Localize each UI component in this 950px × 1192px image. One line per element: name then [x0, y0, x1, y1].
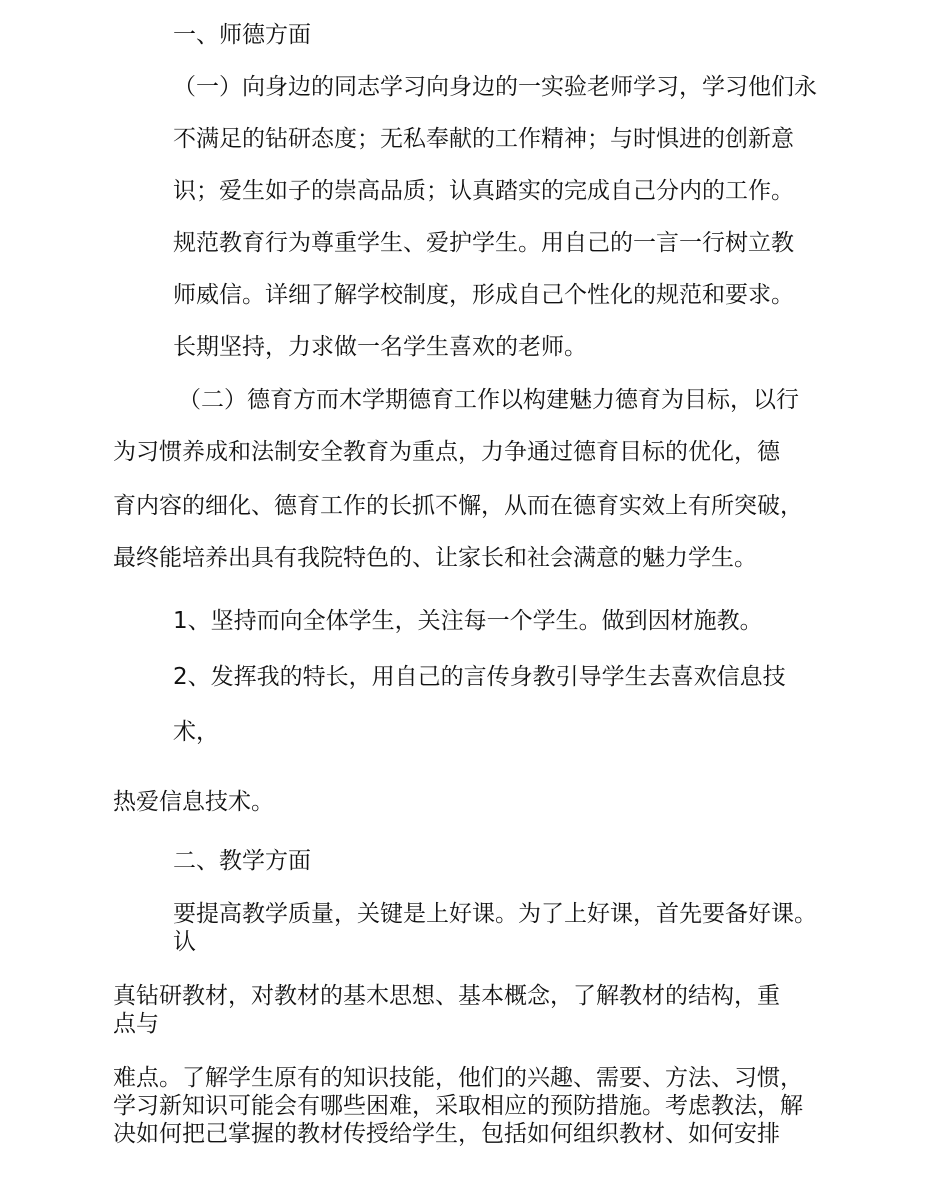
paragraph-line: 师威信。详细了解学校制度，形成自己个性化的规范和要求。: [173, 282, 794, 308]
paragraph-line: 真钻研教材，对教材的基木思想、基本概念，了解教材的结构，重: [113, 983, 780, 1009]
list-item-continuation: 热爱信息技术。: [113, 789, 274, 815]
paragraph-line: 难点。了解学生原有的知识技能，他们的兴趣、需要、方法、习惯，: [113, 1065, 803, 1091]
section-heading-teaching: 二、教学方面: [173, 848, 311, 874]
paragraph-line: 识；爱生如子的崇高品质；认真踏实的完成自己分内的工作。: [173, 178, 794, 204]
list-item: 1、坚持而向全体学生，关注每一个学生。做到因材施教。: [173, 608, 763, 634]
paragraph-line: （二）德育方而木学期德育工作以构建魅力德育为目标，以行: [178, 387, 799, 413]
paragraph-line: 点与: [113, 1011, 159, 1037]
paragraph-line: 最终能培养出具有我院特色的、让家长和社会满意的魅力学生。: [113, 545, 757, 571]
paragraph-line: 不满足的钻研态度；无私奉献的工作精神；与时惧进的创新意: [173, 126, 794, 152]
section-heading-ethics: 一、师德方面: [173, 22, 311, 48]
paragraph-line: 育内容的细化、德育工作的长抓不懈，从而在德育实效上有所突破，: [113, 493, 803, 519]
paragraph-line: （一）向身边的同志学习向身边的一实验老师学习，学习他们永: [173, 74, 817, 100]
paragraph-line: 认: [173, 929, 196, 955]
paragraph-line: 决如何把己掌握的教材传授给学生，包括如何组织教材、如何安排: [113, 1121, 780, 1147]
paragraph-line: 学习新知识可能会有哪些困难，采取相应的预防措施。考虑教法，解: [113, 1093, 803, 1119]
list-item: 2、发挥我的特长，用自己的言传身教引导学生去喜欢信息技: [173, 664, 786, 690]
paragraph-line: 规范教育行为尊重学生、爱护学生。用自己的一言一行树立教: [173, 230, 794, 256]
list-item-continuation: 术，: [173, 719, 219, 745]
paragraph-line: 要提高教学质量，关键是上好课。为了上好课，首先要备好课。: [173, 901, 817, 927]
paragraph-line: 长期坚持，力求做一名学生喜欢的老师。: [173, 334, 587, 360]
paragraph-line: 为习惯养成和法制安全教育为重点，力争通过德育目标的优化，德: [113, 439, 780, 465]
